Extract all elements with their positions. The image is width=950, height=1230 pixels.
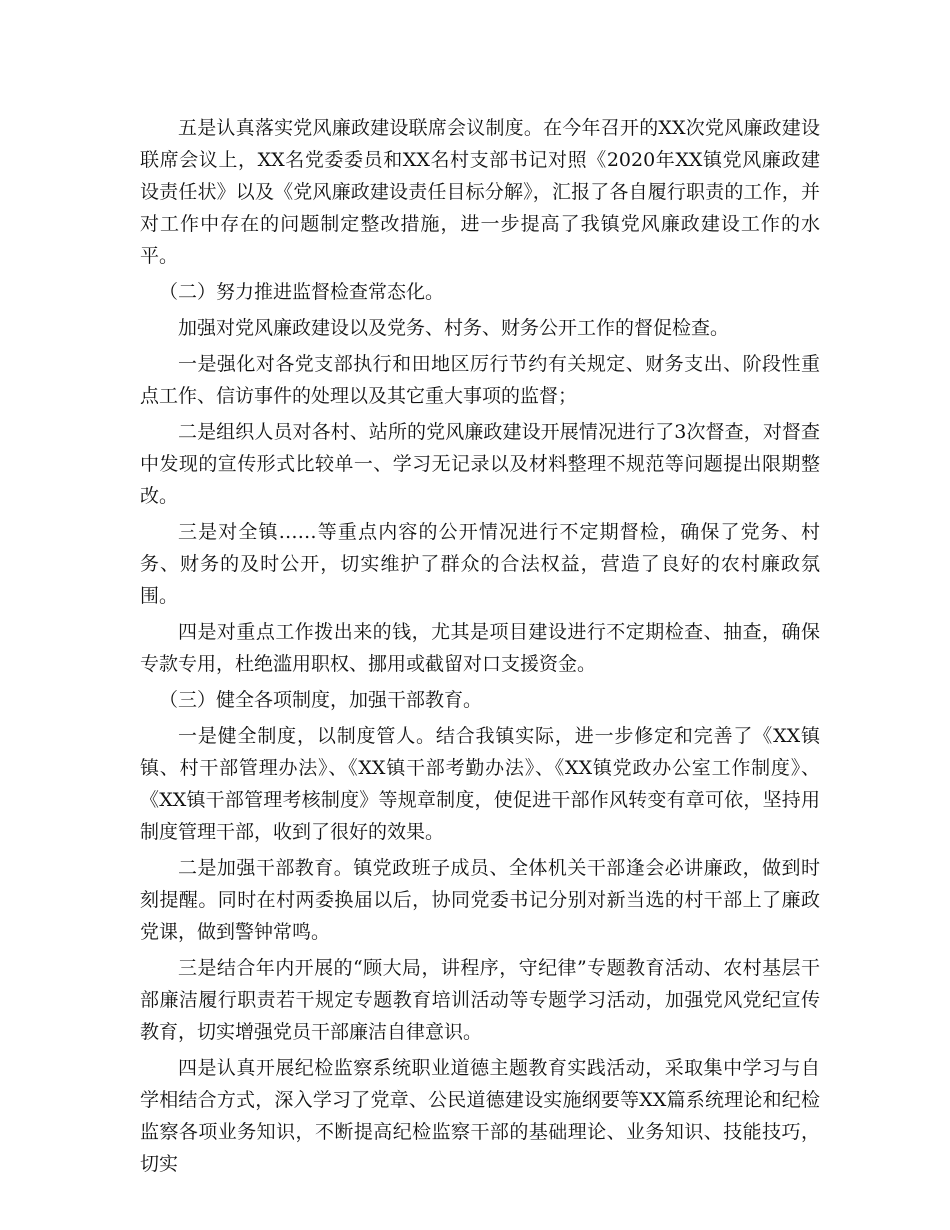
paragraph-12: 四是认真开展纪检监察系统职业道德主题教育实践活动，采取集中学习与自学相结合方式，深入学习了党章、公民道德建设实施纲要等XX篇系统理论和纪检监察各项业务知识，不断提高纪检监察干部的基础理论、业务知识、技能技巧，切实 — [140, 1057, 820, 1175]
paragraph-3: 加强对党风廉政建设以及党务、村务、财务公开工作的督促检查。 — [178, 317, 730, 339]
paragraph-4: 一是强化对各党支部执行和田地区厉行节约有关规定、财务支出、阶段性重点工作、信访事件的处理以及其它重大事项的监督； — [140, 353, 820, 407]
section-heading-2: （二）努力推进监督检查常态化。 — [159, 281, 445, 303]
paragraph-11: 三是结合年内开展的“顾大局，讲程序，守纪律”专题教育活动、农村基层干部廉洁履行职责若干规定专题教育培训活动等专题学习活动，加强党风党纪宣传教育，切实增强党员干部廉洁自律意识。 — [140, 957, 820, 1043]
paragraph-7: 四是对重点工作拨出来的钱，尤其是项目建设进行不定期检查、抽查，确保专款专用，杜绝滥用职权、挪用或截留对口支援资金。 — [140, 621, 820, 675]
paragraph-6: 三是对全镇……等重点内容的公开情况进行不定期督检，确保了党务、村务、财务的及时公开，切实维护了群众的合法权益，营造了良好的农村廉政氛围。 — [140, 521, 820, 607]
section-heading-3: （三）健全各项制度，加强干部教育。 — [159, 689, 483, 711]
paragraph-10: 二是加强干部教育。镇党政班子成员、全体机关干部逢会必讲廉政，做到时刻提醒。同时在村两委换届以后，协同党委书记分别对新当选的村干部上了廉政党课，做到警钟常鸣。 — [140, 857, 820, 943]
paragraph-1: 五是认真落实党风廉政建设联席会议制度。在今年召开的XX次党风廉政建设联席会议上，XX名党委委员和XX名村支部书记对照《2020年XX镇党风廉政建设责任状》以及《党风廉政建设责任目标分解》，汇报了各自履行职责的工作，并对工作中存在的问题制定整改措施，进一步提高了我镇党风廉政建设工作的水平。 — [140, 117, 820, 267]
paragraph-9: 一是健全制度，以制度管人。结合我镇实际，进一步修定和完善了《XX镇镇、村干部管理办法》、《XX镇干部考勤办法》、《XX镇党政办公室工作制度》、《XX镇干部管理考核制度》等规章制度，使促进干部作风转变有章可依，坚持用制度管理干部，收到了很好的效果。 — [140, 725, 820, 843]
document-body — [140, 112, 820, 1184]
paragraph-5: 二是组织人员对各村、站所的党风廉政建设开展情况进行了3次督查，对督查中发现的宣传形式比较单一、学习无记录以及材料整理不规范等问题提出限期整改。 — [140, 421, 820, 507]
